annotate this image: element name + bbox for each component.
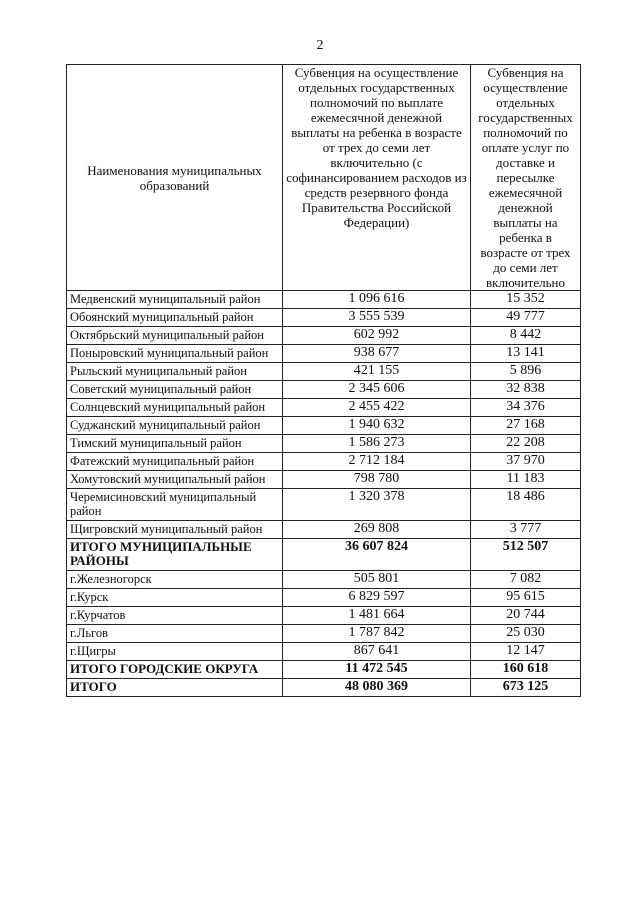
table-total-row [67,661,581,679]
subsidy-table [66,64,581,697]
delivery-amount-cell: 512 507 [471,539,581,571]
table-row [67,589,581,607]
table-row [67,381,581,399]
municipality-name-cell: ИТОГО МУНИЦИПАЛЬНЫЕ РАЙОНЫ [67,539,283,571]
delivery-amount-cell: 32 838 [471,381,581,399]
table-total-row [67,679,581,697]
payment-amount-cell: 1 940 632 [283,417,471,435]
table-row [67,291,581,309]
payment-amount-cell: 1 787 842 [283,625,471,643]
municipality-name-cell: г.Льгов [67,625,283,643]
table-row [67,521,581,539]
delivery-amount-cell: 8 442 [471,327,581,345]
municipality-name-cell: Фатежский муниципальный район [67,453,283,471]
table-row [67,435,581,453]
payment-amount-cell: 602 992 [283,327,471,345]
table-header [67,65,581,291]
municipality-name-cell: Суджанский муниципальный район [67,417,283,435]
municipality-name-cell: г.Курчатов [67,607,283,625]
payment-amount-cell: 3 555 539 [283,309,471,327]
payment-amount-cell: 798 780 [283,471,471,489]
delivery-amount-cell: 49 777 [471,309,581,327]
page-number: 2 [316,38,324,53]
table-row [67,417,581,435]
table-row [67,625,581,643]
municipality-name-cell: Тимский муниципальный район [67,435,283,453]
table-row [67,345,581,363]
payment-amount-cell: 1 481 664 [283,607,471,625]
header-row [67,65,581,291]
delivery-amount-cell: 27 168 [471,417,581,435]
table-row [67,471,581,489]
payment-amount-cell: 2 455 422 [283,399,471,417]
payment-amount-cell: 11 472 545 [283,661,471,679]
municipality-name-cell: Рыльский муниципальный район [67,363,283,381]
payment-amount-cell: 2 712 184 [283,453,471,471]
municipality-name-cell: г.Щигры [67,643,283,661]
municipality-name-cell: Медвенский муниципальный район [67,291,283,309]
payment-amount-cell: 36 607 824 [283,539,471,571]
payment-amount-cell: 269 808 [283,521,471,539]
table-row [67,643,581,661]
municipality-name-cell: Черемисиновский муниципальный район [67,489,283,521]
table-row [67,571,581,589]
municipality-name-cell: Обоянский муниципальный район [67,309,283,327]
header-name: Наименования муниципальных образований [67,65,283,291]
table-total-row [67,539,581,571]
delivery-amount-cell: 3 777 [471,521,581,539]
delivery-amount-cell: 18 486 [471,489,581,521]
delivery-amount-cell: 12 147 [471,643,581,661]
delivery-amount-cell: 20 744 [471,607,581,625]
table-row [67,327,581,345]
delivery-amount-cell: 34 376 [471,399,581,417]
municipality-name-cell: Советский муниципальный район [67,381,283,399]
table-row [67,363,581,381]
municipality-name-cell: Щигровский муниципальный район [67,521,283,539]
payment-amount-cell: 6 829 597 [283,589,471,607]
municipality-name-cell: ИТОГО [67,679,283,697]
municipality-name-cell: г.Железногорск [67,571,283,589]
delivery-amount-cell: 22 208 [471,435,581,453]
municipality-name-cell: Октябрьский муниципальный район [67,327,283,345]
municipality-name-cell: Поныровский муниципальный район [67,345,283,363]
table-body [67,291,581,697]
table-row [67,489,581,521]
header-subvention-delivery: Субвенция на осуществление отдельных государственных полномочий по оплате услуг по доставке и пересылке ежемесячной денежной выплаты на ребенка в возрасте от трех до семи лет включительно [471,65,581,291]
table-row [67,453,581,471]
delivery-amount-cell: 673 125 [471,679,581,697]
delivery-amount-cell: 13 141 [471,345,581,363]
payment-amount-cell: 867 641 [283,643,471,661]
delivery-amount-cell: 160 618 [471,661,581,679]
table-row [67,607,581,625]
delivery-amount-cell: 11 183 [471,471,581,489]
header-subvention-payment: Субвенция на осуществление отдельных государственных полномочий по выплате ежемесячной денежной выплаты на ребенка в возрасте от трех до семи лет включительно (с софинансированием расходов из средств резервного фонда Правительства Российской Федерации) [283,65,471,291]
delivery-amount-cell: 5 896 [471,363,581,381]
payment-amount-cell: 505 801 [283,571,471,589]
payment-amount-cell: 1 096 616 [283,291,471,309]
payment-amount-cell: 421 155 [283,363,471,381]
payment-amount-cell: 1 586 273 [283,435,471,453]
municipality-name-cell: Хомутовский муниципальный район [67,471,283,489]
delivery-amount-cell: 25 030 [471,625,581,643]
delivery-amount-cell: 7 082 [471,571,581,589]
municipality-name-cell: г.Курск [67,589,283,607]
table-row [67,399,581,417]
delivery-amount-cell: 95 615 [471,589,581,607]
delivery-amount-cell: 15 352 [471,291,581,309]
payment-amount-cell: 48 080 369 [283,679,471,697]
municipality-name-cell: Солнцевский муниципальный район [67,399,283,417]
payment-amount-cell: 2 345 606 [283,381,471,399]
payment-amount-cell: 1 320 378 [283,489,471,521]
municipality-name-cell: ИТОГО ГОРОДСКИЕ ОКРУГА [67,661,283,679]
payment-amount-cell: 938 677 [283,345,471,363]
table-row [67,309,581,327]
delivery-amount-cell: 37 970 [471,453,581,471]
